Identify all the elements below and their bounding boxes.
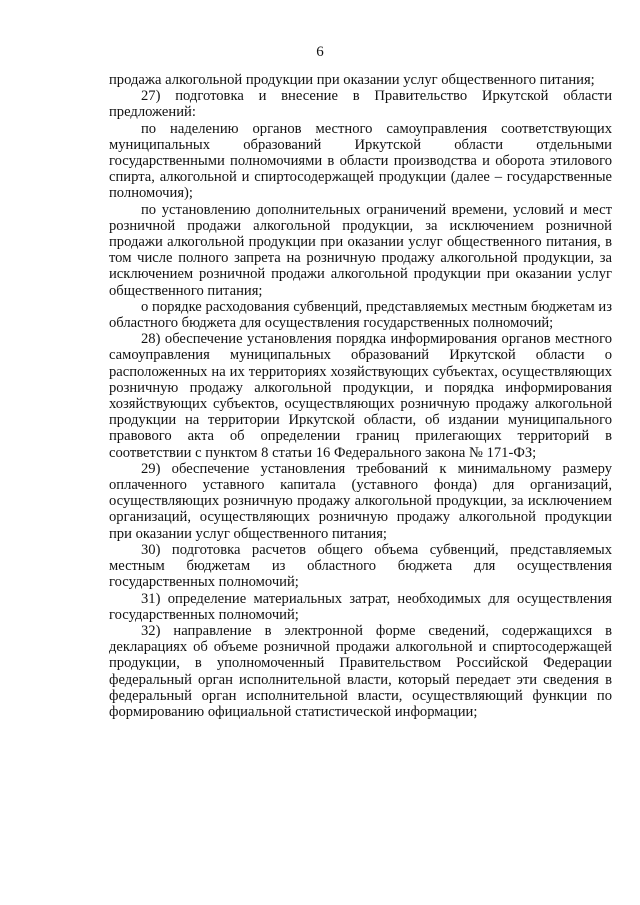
document-body <box>109 72 612 720</box>
paragraph-delegation-proposal: по наделению органов местного самоуправления соответствующих муниципальных образований Иркутской области отдельными государственными полномочиями в области производства и оборота этилового спирта, алкогольной и спиртосодержащей продукции (далее – государственные полномочия); <box>109 120 612 202</box>
paragraph-item-32: 32) направление в электронной форме сведений, содержащихся в декларациях об объеме розничной продажи алкогольной и спиртосодержащей продукции, в уполномоченный Правительством Российской Федерации федеральный орган исполнительной власти, который передает эти сведения в федеральный орган исполнительной власти, осуществляющий функции по формированию официальной статистической информации; <box>109 622 612 720</box>
paragraph-continuation: продажа алкогольной продукции при оказании услуг общественного питания; <box>109 72 595 88</box>
paragraph-item-28: 28) обеспечение установления порядка информирования органов местного самоуправления муниципальных образований Иркутской области о расположенных на их территориях хозяйствующих субъектах, осуществляющих розничную продажу алкогольной продукции, и порядка информирования хозяйствующих субъектов, осуществляющих розничную продажу алкогольной продукции на территории Иркутской области, об издании муниципального правового акта об определении границ прилегающих территорий в соответствии с пунктом 8 статьи 16 Федерального закона № 171-ФЗ; <box>109 331 612 461</box>
paragraph-subventions-proposal: о порядке расходования субвенций, представляемых местным бюджетам из областного бюджета для осуществления государственных полномочий; <box>109 298 612 332</box>
paragraph-item-30: 30) подготовка расчетов общего объема субвенций, представляемых местным бюджетам из областного бюджета для осуществления государственных полномочий; <box>109 541 612 591</box>
paragraph-item-27: 27) подготовка и внесение в Правительство Иркутской области предложений: <box>109 88 612 121</box>
paragraph-restrictions-proposal: по установлению дополнительных ограничений времени, условий и мест розничной продажи алкогольной продукции, за исключением розничной продажи алкогольной продукции при оказании услуг общественного питания, в том числе полного запрета на розничную продажу алкогольной продукции, за исключением розничной продажи алкогольной продукции при оказании услуг общественного питания; <box>109 201 612 299</box>
paragraph-item-31: 31) определение материальных затрат, необходимых для осуществления государственных полномочий; <box>109 590 612 623</box>
page-number: 6 <box>316 44 324 60</box>
paragraph-item-29: 29) обеспечение установления требований к минимальному размеру оплаченного уставного капитала (уставного фонда) для организаций, осуществляющих розничную продажу алкогольной продукции, за исключением организаций, осуществляющих розничную продажу алкогольной продукции при оказании услуг общественного питания; <box>109 460 612 542</box>
